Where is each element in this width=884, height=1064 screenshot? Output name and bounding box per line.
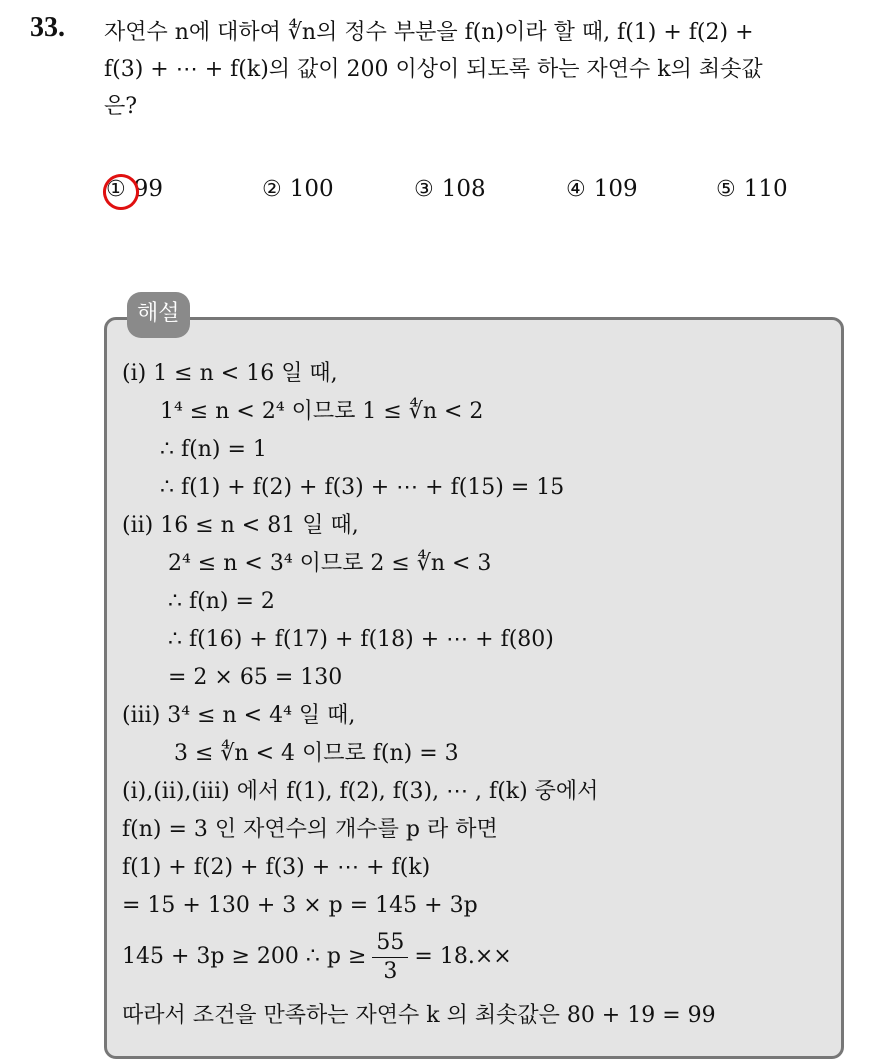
inequality-line — [122, 925, 842, 989]
choice-5[interactable] — [716, 176, 788, 202]
choice-4[interactable] — [566, 176, 638, 202]
solution-line: ∴ f(1) + f(2) + f(3) + ⋯ + f(15) = 15 — [160, 475, 565, 500]
fraction-numerator: 55 — [372, 929, 408, 958]
question-number: 33. — [30, 12, 65, 43]
choice-number: ③ — [414, 177, 434, 202]
choice-3[interactable] — [414, 176, 486, 202]
choice-value: 99 — [133, 176, 164, 202]
inequality-right: = 18.×× — [414, 944, 512, 969]
solution-line: (i) 1 ≤ n < 16 일 때, — [122, 361, 338, 386]
choice-value: 109 — [593, 176, 638, 202]
solution-line: f(1) + f(2) + f(3) + ⋯ + f(k) — [122, 855, 431, 880]
fraction-denominator: 3 — [383, 958, 398, 984]
solution-line: ∴ f(n) = 2 — [168, 589, 275, 614]
solution-line: ∴ f(16) + f(17) + f(18) + ⋯ + f(80) — [168, 627, 554, 652]
choice-number: ⑤ — [716, 177, 736, 202]
solution-line: (ii) 16 ≤ n < 81 일 때, — [122, 513, 359, 538]
choice-2[interactable] — [262, 176, 334, 202]
inequality-left: 145 + 3p ≥ 200 ∴ p ≥ — [122, 944, 367, 969]
choice-value: 108 — [441, 176, 486, 202]
solution-line: ∴ f(n) = 1 — [160, 437, 267, 462]
question-line: f(3) + ⋯ + f(k)의 값이 200 이상이 되도록 하는 자연수 k의 최솟값 — [104, 57, 763, 82]
solution-line: (iii) 3⁴ ≤ n < 4⁴ 일 때, — [122, 703, 356, 728]
choice-number: ② — [262, 177, 282, 202]
choice-number: ① — [106, 177, 126, 202]
solution-line: 1⁴ ≤ n < 2⁴ 이므로 1 ≤ ∜n < 2 — [160, 399, 484, 424]
question-line: 은? — [104, 94, 138, 119]
question-line: 자연수 n에 대하여 ∜n의 정수 부분을 f(n)이라 할 때, f(1) + f(2) + — [104, 20, 754, 45]
fraction — [372, 929, 408, 986]
solution-line: 3 ≤ ∜n < 4 이므로 f(n) = 3 — [174, 741, 459, 766]
solution-tag: 해설 — [127, 292, 190, 338]
solution-line: 2⁴ ≤ n < 3⁴ 이므로 2 ≤ ∜n < 3 — [168, 551, 492, 576]
solution-line: = 15 + 130 + 3 × p = 145 + 3p — [122, 893, 478, 918]
solution-body — [122, 355, 842, 1035]
question-text — [104, 14, 874, 125]
solution-conclusion: 따라서 조건을 만족하는 자연수 k 의 최솟값은 80 + 19 = 99 — [122, 1003, 716, 1028]
solution-line: f(n) = 3 인 자연수의 개수를 p 라 하면 — [122, 817, 498, 842]
choice-value: 110 — [743, 176, 788, 202]
choice-value: 100 — [289, 176, 334, 202]
solution-line: (i),(ii),(iii) 에서 f(1), f(2), f(3), ⋯ , f(k) 중에서 — [122, 779, 599, 804]
solution-line: = 2 × 65 = 130 — [168, 665, 343, 690]
choice-number: ④ — [566, 177, 586, 202]
